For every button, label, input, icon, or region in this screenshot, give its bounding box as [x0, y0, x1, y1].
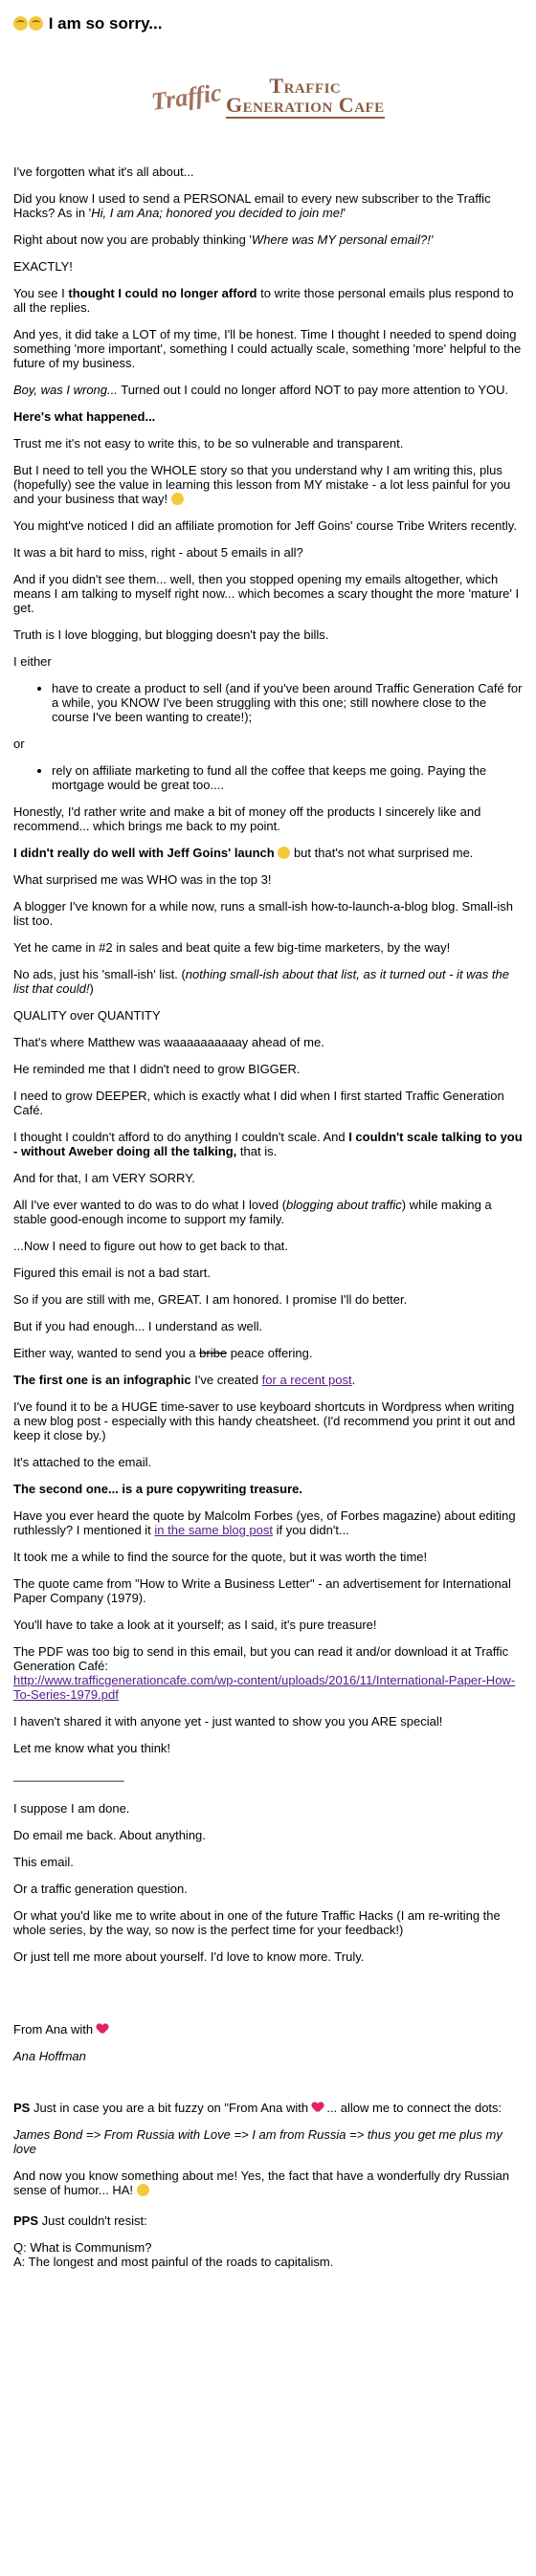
paragraph: The second one... is a pure copywriting treasure.: [13, 1482, 302, 1496]
logo-line-1: Traffic: [269, 74, 342, 98]
paragraph: Figured this email is not a bad start.: [13, 1266, 211, 1280]
paragraph: I've found it to be a HUGE time-saver to use keyboard shortcuts in Wordpress when writing a new blog post - especially with this handy cheatsheet. (I'd recommend you print it out and keep it close by.): [13, 1399, 516, 1442]
option-list: [13, 763, 523, 792]
paragraph: I suppose I am done.: [13, 1801, 130, 1816]
paragraph: Honestly, I'd rather write and make a bit of money off the products I sincerely like and recommend... which brings me back to my point.: [13, 804, 481, 833]
list-item: • rely on affiliate marketing to fund all the coffee that keeps me going. Paying the mortgage would be great too....: [52, 763, 523, 792]
paragraph: You might've noticed I did an affiliate promotion for Jeff Goins' course Tribe Writers recently.: [13, 518, 517, 533]
paragraph: Yet he came in #2 in sales and beat quite a few big-time marketers, by the way!: [13, 940, 451, 955]
list-item: • have to create a product to sell (and if you've been around Traffic Generation Café for a while, you KNOW I've been struggling with this one; still nowhere close to the course I've been wanting to create!);: [52, 681, 523, 724]
paragraph: And if you didn't see them... well, then you stopped opening my emails altogether, which means I am talking to myself right now... which becomes a scary thought the more 'mature' I get.: [13, 572, 520, 615]
recent-post-link[interactable]: for a recent post: [261, 1373, 352, 1387]
paragraph: Right about now you are probably thinking 'Where was MY personal email?!': [13, 232, 434, 247]
paragraph: Q: What is Communism? A: The longest and most painful of the roads to capitalism.: [13, 2240, 334, 2269]
paragraph: QUALITY over QUANTITY: [13, 1008, 161, 1023]
paragraph: What surprised me was WHO was in the top 3!: [13, 872, 272, 887]
sad-face-icon: [29, 16, 43, 31]
paragraph: Did you know I used to send a PERSONAL email to every new subscriber to the Traffic Hacks? As in 'Hi, I am Ana; honored you decided to join me!': [13, 191, 491, 220]
logo-line-2: Generation Cafe: [225, 93, 385, 117]
paragraph: A blogger I've known for a while now, runs a small-ish how-to-launch-a-blog blog. Small-ish list too.: [13, 899, 514, 928]
option-list: [13, 681, 523, 724]
paragraph: So if you are still with me, GREAT. I am honored. I promise I'll do better.: [13, 1292, 408, 1307]
paragraph: You'll have to take a look at it yourself; as I said, it's pure treasure!: [13, 1618, 377, 1632]
pps-paragraph: PPS Just couldn't resist:: [13, 2213, 147, 2228]
paragraph: I've forgotten what it's all about...: [13, 165, 194, 179]
paragraph: And yes, it did take a LOT of my time, I'll be honest. Time I thought I needed to spend doing something 'more important', something I could actually scale, something 'more' helpful to the future of my business.: [13, 327, 522, 370]
paragraph: Let me know what you think!: [13, 1741, 171, 1755]
heart-icon: [312, 2103, 324, 2113]
paragraph: Truth is I love blogging, but blogging doesn't pay the bills.: [13, 627, 329, 642]
paragraph: I didn't really do well with Jeff Goins' launch but that's not what surprised me.: [13, 846, 474, 860]
thinking-face-icon: [278, 847, 290, 859]
paragraph: The quote came from "How to Write a Business Letter" - an advertisement for International Paper Company (1979).: [13, 1576, 511, 1605]
paragraph: It was a bit hard to miss, right - about 5 emails in all?: [13, 545, 303, 560]
paragraph: or: [13, 737, 25, 751]
paragraph: He reminded me that I didn't need to grow BIGGER.: [13, 1062, 301, 1076]
email-title: [13, 13, 523, 34]
paragraph: It's attached to the email.: [13, 1455, 152, 1469]
logo-wordmark: [225, 74, 385, 119]
divider-line: ________________: [13, 1768, 124, 1782]
paragraph: Or a traffic generation question.: [13, 1882, 188, 1896]
signature-line: From Ana with: [13, 2022, 523, 2037]
paragraph: I thought I couldn't afford to do anything I couldn't scale. And I couldn't scale talking to you - without Aweber doing all the talking, that is.: [13, 1130, 523, 1158]
paragraph: Do email me back. About anything.: [13, 1828, 206, 1842]
paragraph: Have you ever heard the quote by Malcolm Forbes (yes, of Forbes magazine) about editing ruthlessly? I mentioned it in the same blog post if you didn't...: [13, 1508, 516, 1537]
logo-mark: Traffic: [149, 78, 224, 116]
paragraph: And for that, I am VERY SORRY.: [13, 1171, 195, 1185]
paragraph: And now you know something about me! Yes, the fact that have a wonderfully dry Russian sense of humor... HA!: [13, 2169, 510, 2197]
title-text: I am so sorry...: [48, 14, 163, 33]
paragraph: James Bond => From Russia with Love => I am from Russia => thus you get me plus my love: [13, 2127, 502, 2156]
signature-name: Ana Hoffman: [13, 2049, 86, 2063]
paragraph: No ads, just his 'small-ish' list. (nothing small-ish about that list, as it turned out - it was the list that could!): [13, 967, 509, 996]
paragraph: Or just tell me more about yourself. I'd love to know more. Truly.: [13, 1949, 365, 1964]
section-heading: Here's what happened...: [13, 409, 156, 424]
paragraph: But if you had enough... I understand as well.: [13, 1319, 263, 1333]
ps-paragraph: PS Just in case you are a bit fuzzy on "From Ana with ... allow me to connect the dots:: [13, 2101, 502, 2115]
same-blog-post-link[interactable]: in the same blog post: [154, 1523, 273, 1537]
paragraph: The first one is an infographic I've created for a recent post.: [13, 1373, 356, 1387]
paragraph: ...Now I need to figure out how to get back to that.: [13, 1239, 288, 1253]
grinning-face-icon: [137, 2184, 149, 2196]
email-content: [13, 165, 523, 2269]
paragraph: Or what you'd like me to write about in one of the future Traffic Hacks (I am re-writing the whole series, by the way, so now is the perfect time for your feedback!): [13, 1908, 501, 1937]
heart-icon: [97, 2024, 108, 2035]
pdf-download-link[interactable]: http://www.trafficgenerationcafe.com/wp-content/uploads/2016/11/International-Paper-How-To-Series-1979.pdf: [13, 1673, 516, 1702]
paragraph: I need to grow DEEPER, which is exactly what I did when I first started Traffic Generation Café.: [13, 1089, 504, 1117]
paragraph: The PDF was too big to send in this email, but you can read it and/or download it at Traffic Generation Café: http://www.trafficgenerationcafe.com/wp-content/uploads/2016/11/International-Paper-How-To-Series-1979.pdf: [13, 1644, 516, 1702]
traffic-generation-cafe-logo: [13, 61, 523, 134]
paragraph: But I need to tell you the WHOLE story so that you understand why I am writing this, plus (hopefully) see the value in learning this lesson from MY mistake - a lot less painful for you and your business that way!: [13, 463, 511, 506]
paragraph: EXACTLY!: [13, 259, 73, 274]
paragraph: I either: [13, 654, 52, 669]
paragraph: Trust me it's not easy to write this, to be so vulnerable and transparent.: [13, 436, 404, 451]
sad-face-icon: [13, 16, 28, 31]
paragraph: I haven't shared it with anyone yet - just wanted to show you you ARE special!: [13, 1714, 443, 1728]
paragraph: Either way, wanted to send you a bribe peace offering.: [13, 1346, 313, 1360]
paragraph: All I've ever wanted to do was to do what I loved (blogging about traffic) while making a stable good-enough income to support my family.: [13, 1198, 492, 1226]
paragraph: You see I thought I could no longer afford to write those personal emails plus respond to all the replies.: [13, 286, 514, 315]
paragraph: That's where Matthew was waaaaaaaaaay ahead of me.: [13, 1035, 324, 1049]
paragraph: This email.: [13, 1855, 74, 1869]
paragraph: It took me a while to find the source for the quote, but it was worth the time!: [13, 1550, 428, 1564]
worried-face-icon: [171, 493, 184, 505]
paragraph: Boy, was I wrong... Turned out I could no longer afford NOT to pay more attention to YOU.: [13, 383, 509, 397]
